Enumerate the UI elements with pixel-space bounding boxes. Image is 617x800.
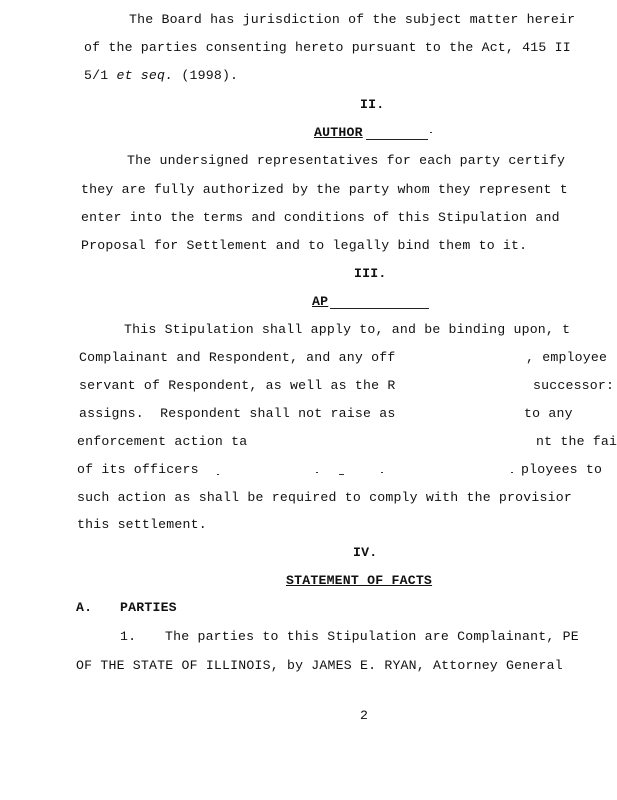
section-3-line-5-left: enforcement action ta (77, 434, 248, 449)
section-3-line-7: such action as shall be required to comply with the provisior (77, 490, 572, 505)
paragraph-1-number: 1. (120, 629, 137, 644)
section-4-number: IV. (353, 545, 378, 560)
intro-line-3 (84, 68, 238, 84)
section-3-line-1: This Stipulation shall apply to, and be binding upon, t (124, 322, 571, 337)
intro-line-2: of the parties consenting hereto pursuant to the Act, 415 II (84, 40, 571, 55)
section-2-line-1: The undersigned representatives for each party certify (127, 153, 566, 168)
paragraph-1-line-2: OF THE STATE OF ILLINOIS, by JAMES E. RYAN, Attorney General (76, 658, 563, 673)
section-3-line-3-left: servant of Respondent, as well as the R (79, 378, 396, 393)
section-3-line-6-right: ployees to (521, 462, 603, 477)
section-3-heading: AP (312, 294, 329, 309)
section-3-line-3-right: successor: (533, 378, 615, 393)
subsection-a-heading: PARTIES (120, 600, 177, 615)
intro-cite: 5/1 (84, 68, 117, 83)
page-number: 2 (360, 708, 369, 723)
section-3-line-8: this settlement. (77, 517, 207, 532)
scan-speck (217, 474, 219, 475)
section-3-line-2-left: Complainant and Respondent, and any off (79, 350, 396, 365)
intro-line-1: The Board has jurisdiction of the subject matter hereir (129, 12, 576, 27)
section-2-heading: AUTHOR (314, 125, 363, 140)
section-3-line-4-right: to any (524, 406, 573, 421)
scan-speck (430, 132, 432, 133)
intro-et-seq: et seq. (116, 68, 174, 83)
section-2-heading-rule (366, 139, 428, 140)
paragraph-1-line-1: The parties to this Stipulation are Complainant, PE (165, 629, 579, 644)
scan-speck (381, 472, 383, 473)
scan-speck (339, 474, 344, 475)
section-3-line-5-right: nt the fai (536, 434, 617, 449)
section-2-line-3: enter into the terms and conditions of this Stipulation and (81, 210, 560, 225)
section-2-line-2: they are fully authorized by the party whom they represent t (81, 182, 568, 197)
section-3-heading-rule (330, 308, 429, 309)
section-3-line-4-left: assigns. Respondent shall not raise as (79, 406, 396, 421)
section-3-line-6-left: of its officers (77, 462, 199, 477)
section-3-number: III. (354, 266, 387, 281)
section-4-heading: STATEMENT OF FACTS (286, 573, 433, 588)
scan-speck (316, 472, 318, 473)
section-2-line-4: Proposal for Settlement and to legally bind them to it. (81, 238, 528, 253)
section-2-number: II. (360, 97, 385, 112)
subsection-a-letter: A. (76, 600, 93, 615)
intro-year: (1998). (173, 68, 239, 83)
section-3-line-2-right: , employee (526, 350, 608, 365)
scan-speck (511, 472, 513, 473)
